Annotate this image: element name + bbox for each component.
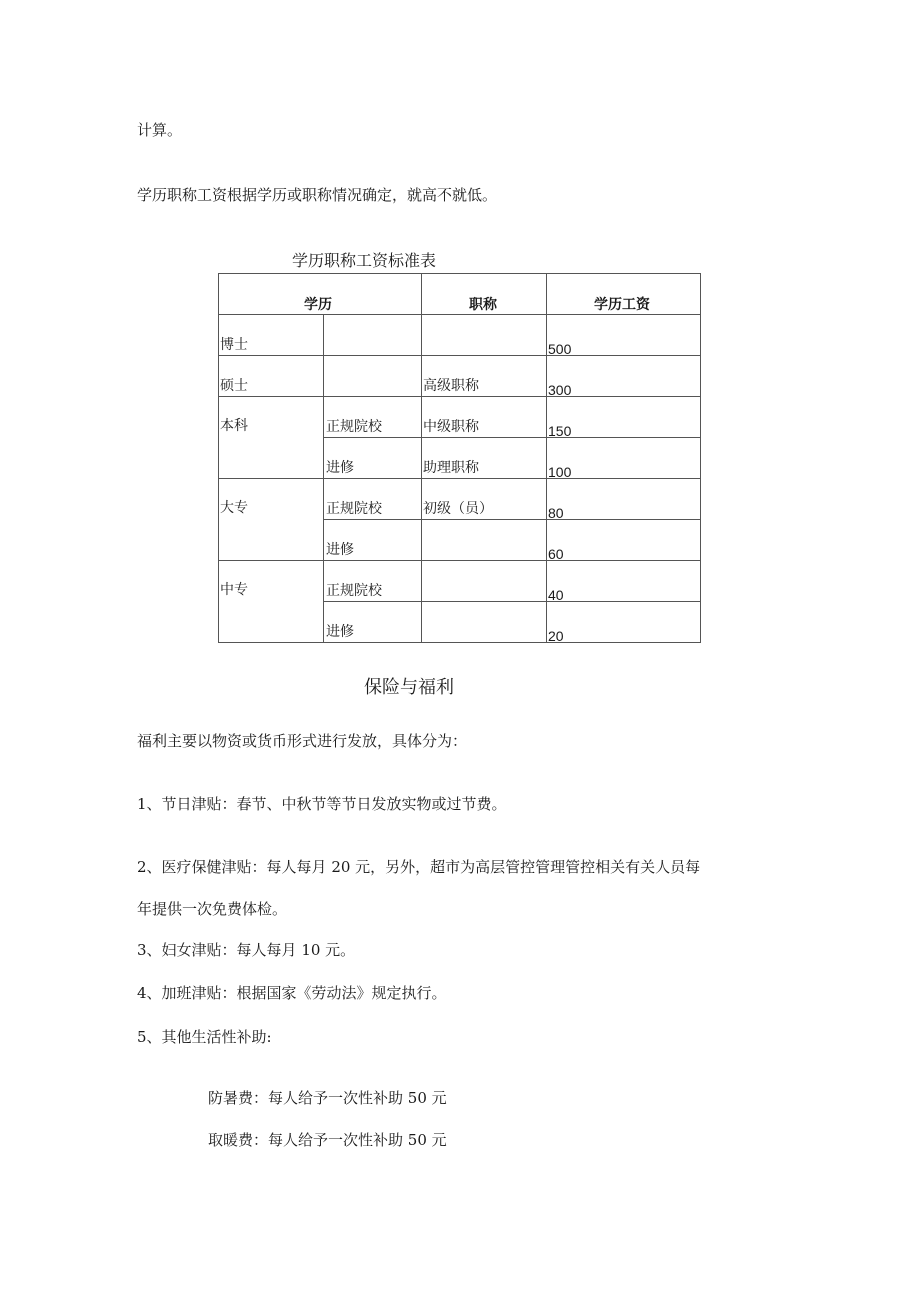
cell-salary: 100 <box>548 464 572 480</box>
cell-type: 进修 <box>326 624 354 640</box>
header-salary: 学历工资 <box>594 297 650 313</box>
list-item: 3、妇女津贴：每人每月 10 元。 <box>137 941 356 959</box>
paragraph-welfare-intro: 福利主要以物资或货币形式进行发放，具体分为： <box>137 732 468 750</box>
cell-type: 进修 <box>326 542 354 558</box>
paragraph-calc: 计算。 <box>137 121 183 139</box>
list-item-continued: 年提供一次免费体检。 <box>137 900 288 918</box>
cell-education: 本科 <box>220 418 248 434</box>
cell-education: 博士 <box>220 337 248 353</box>
header-title: 职称 <box>469 297 497 313</box>
cell-salary: 300 <box>548 382 572 398</box>
cell-type: 正规院校 <box>326 501 382 517</box>
list-item: 2、医疗保健津贴：每人每月 20 元，另外，超市为高层管控管理管控相关有关人员每 <box>137 858 701 876</box>
cell-salary: 150 <box>548 423 572 439</box>
cell-education: 中专 <box>220 582 248 598</box>
list-item: 1、节日津贴：春节、中秋节等节日发放实物或过节费。 <box>137 795 507 813</box>
cell-education: 硕士 <box>220 378 248 394</box>
paragraph-salary-rule: 学历职称工资根据学历或职称情况确定，就高不就低。 <box>137 186 498 204</box>
cell-education: 大专 <box>220 500 248 516</box>
sub-list-item: 取暖费：每人给予一次性补助 50 元 <box>208 1131 447 1149</box>
list-item: 4、加班津贴：根据国家《劳动法》规定执行。 <box>137 984 447 1002</box>
cell-salary: 20 <box>548 628 564 644</box>
cell-title: 高级职称 <box>423 378 479 394</box>
cell-title: 助理职称 <box>423 460 479 476</box>
table-caption: 学历职称工资标准表 <box>292 251 437 270</box>
salary-table <box>218 273 701 643</box>
cell-type: 进修 <box>326 460 354 476</box>
cell-salary: 500 <box>548 341 572 357</box>
header-education: 学历 <box>304 297 332 313</box>
cell-salary: 40 <box>548 587 564 603</box>
cell-type: 正规院校 <box>326 419 382 435</box>
cell-title: 初级（员） <box>423 501 493 517</box>
cell-salary: 60 <box>548 546 564 562</box>
section-title: 保险与福利 <box>364 677 454 698</box>
cell-type: 正规院校 <box>326 583 382 599</box>
list-item: 5、其他生活性补助: <box>137 1028 272 1046</box>
sub-list-item: 防暑费：每人给予一次性补助 50 元 <box>208 1089 447 1107</box>
cell-salary: 80 <box>548 505 564 521</box>
cell-title: 中级职称 <box>423 419 479 435</box>
